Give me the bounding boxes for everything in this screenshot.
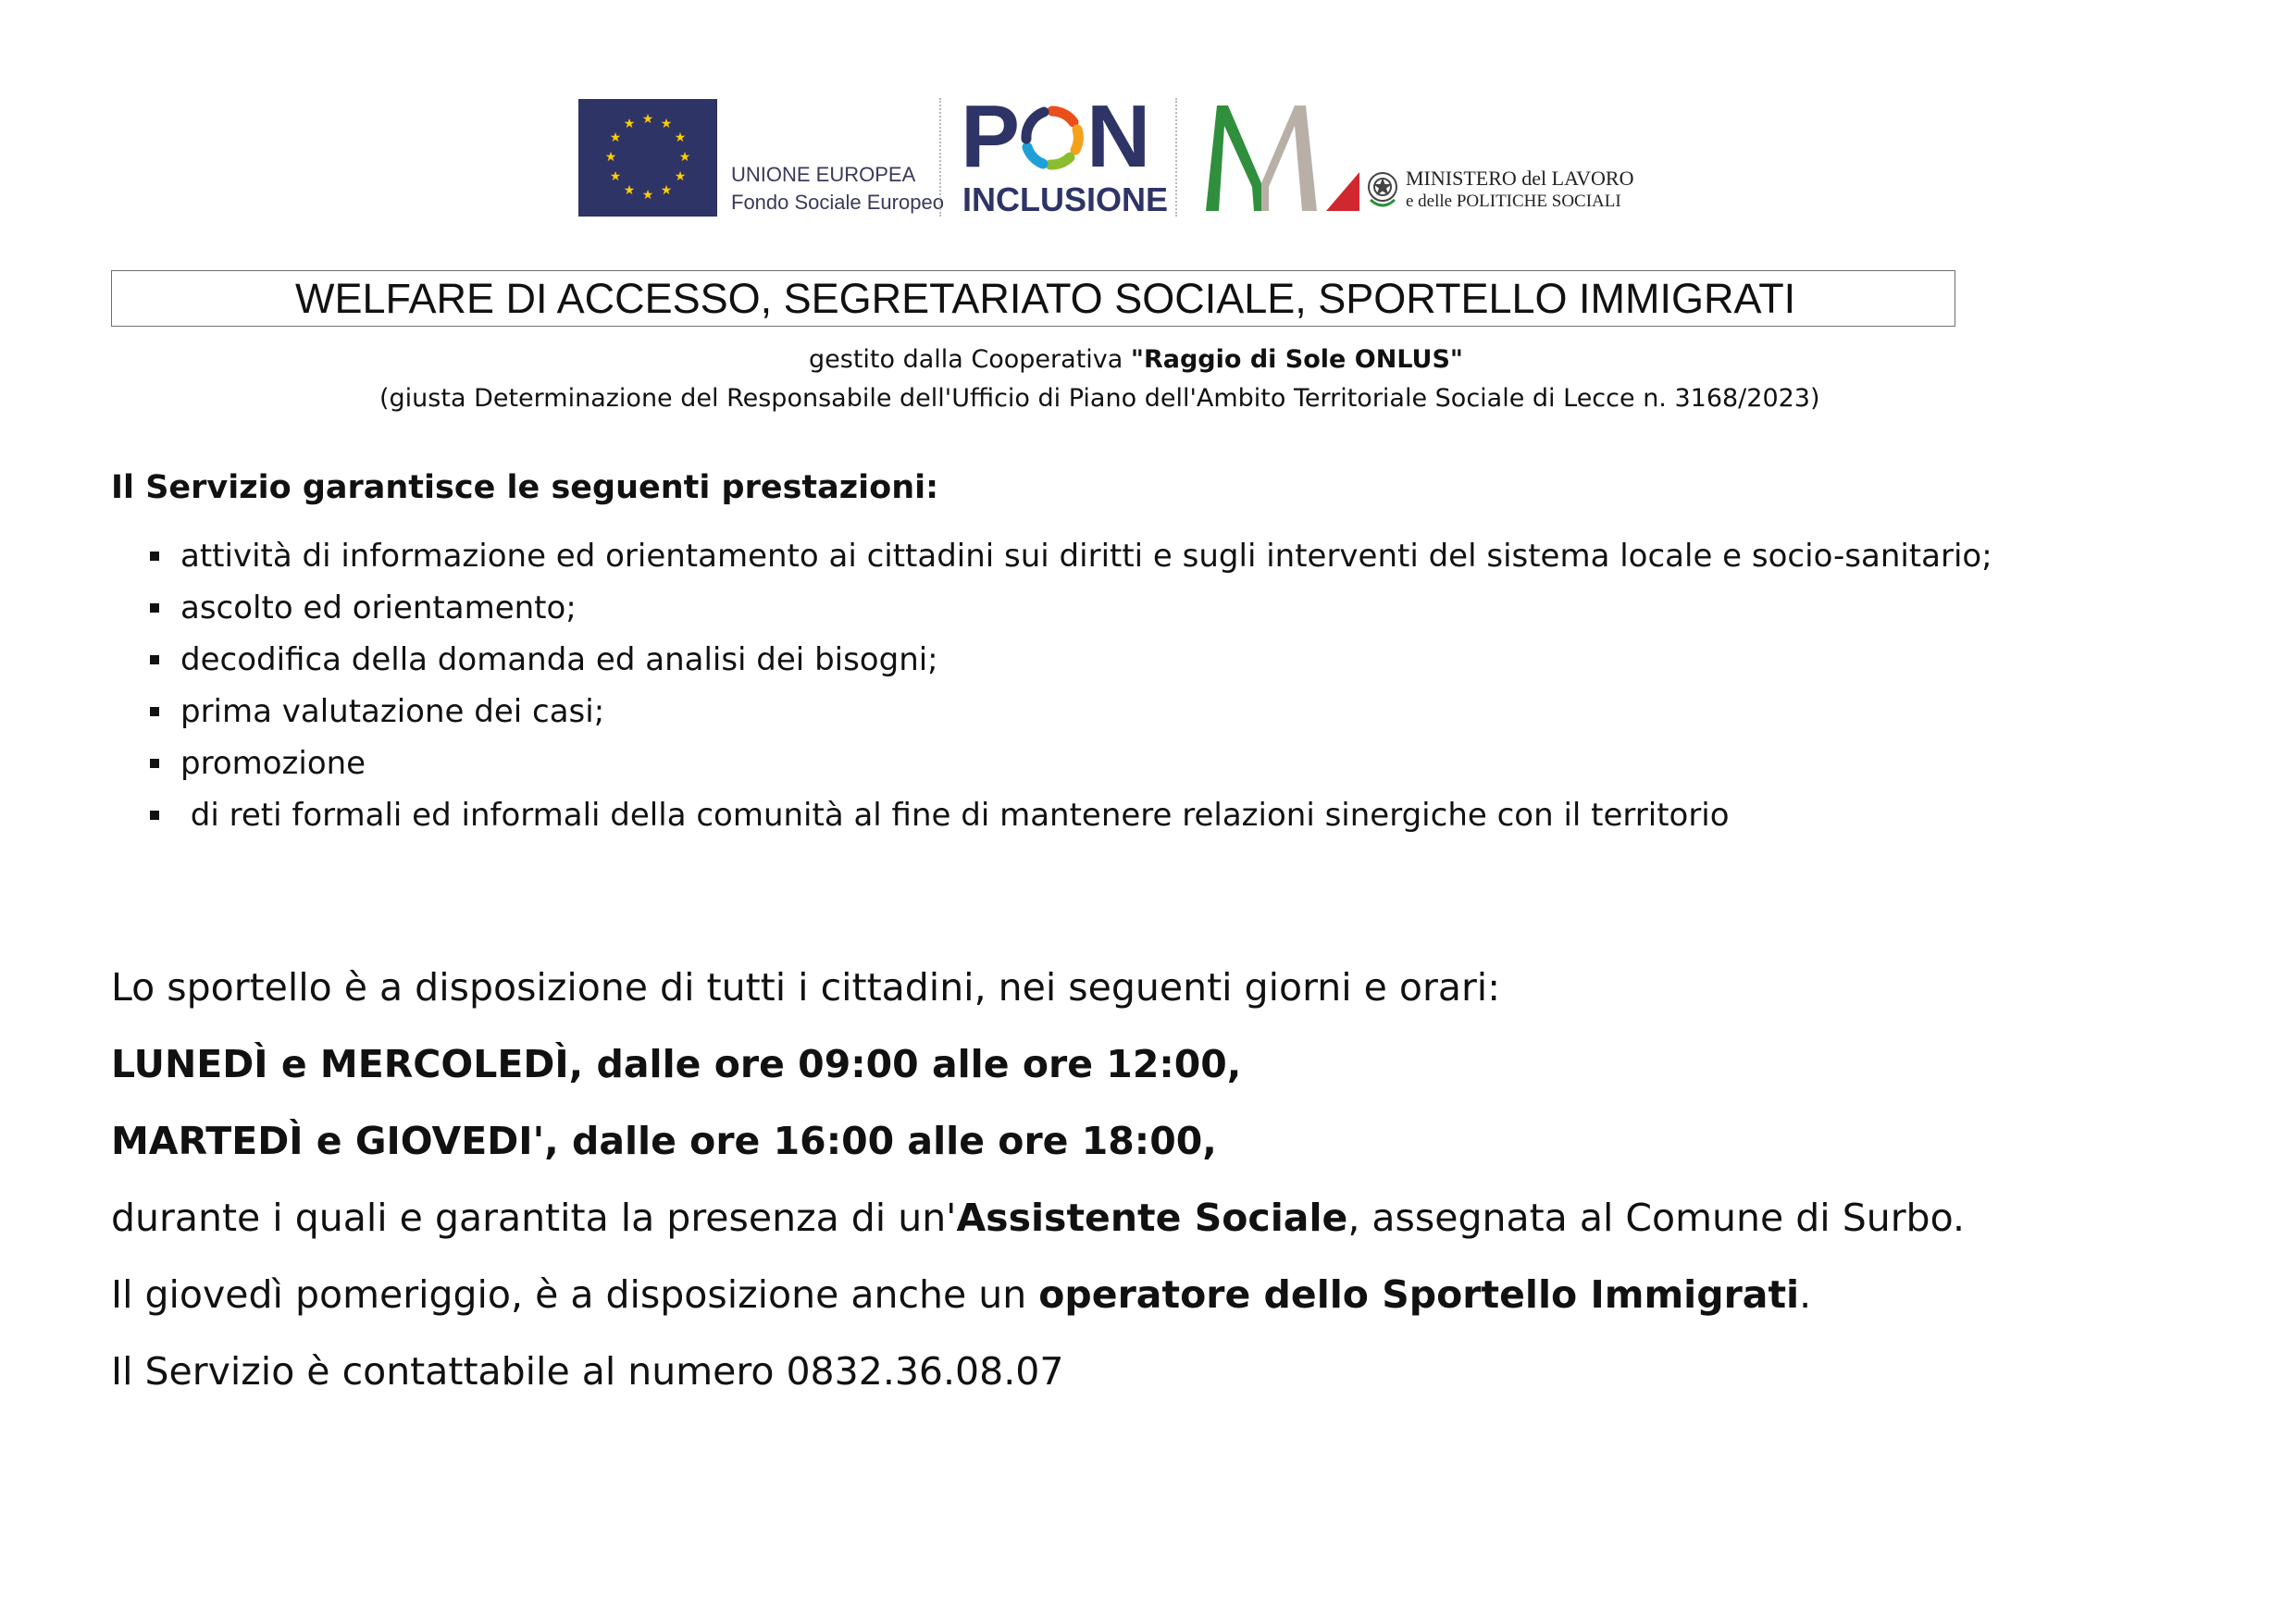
immigrants-operator: operatore dello Sportello Immigrati bbox=[1038, 1272, 1800, 1317]
logo-banner bbox=[578, 87, 1647, 222]
square-bullet-icon bbox=[150, 603, 159, 613]
square-bullet-icon bbox=[150, 759, 159, 768]
immigrants-line-before: Il giovedì pomeriggio, è a disposizione anche un bbox=[111, 1272, 1039, 1317]
immigrants-line-after: . bbox=[1799, 1272, 1812, 1317]
list-item bbox=[148, 634, 1992, 686]
immigrants-desk-line bbox=[111, 1260, 1965, 1337]
italian-emblem-icon bbox=[1365, 167, 1400, 211]
service-text: decodifica della domanda ed analisi dei bisogni; bbox=[180, 641, 938, 678]
contact-line: Il Servizio è contattabile al numero 0832.36.08.07 bbox=[111, 1349, 1064, 1394]
logo-divider bbox=[1175, 98, 1177, 217]
determination-reference: (giusta Determinazione del Responsabile dell'Ufficio di Piano dell'Ambito Territoriale Sociale di Lecce n. 3168/2023) bbox=[379, 384, 1820, 413]
service-text: attività di informazione ed orientamento ai cittadini sui diritti e sugli interventi del sistema locale e socio-sanitario; bbox=[180, 538, 1992, 575]
pon-letter-n: N bbox=[1086, 87, 1149, 186]
list-item bbox=[148, 738, 1992, 789]
logo-divider bbox=[939, 98, 941, 217]
assistant-line-after: , assegnata al Comune di Surbo. bbox=[1347, 1196, 1965, 1240]
svg-text:★: ★ bbox=[623, 117, 636, 131]
eu-caption-line2: Fondo Sociale Europeo bbox=[731, 191, 944, 214]
services-list bbox=[148, 530, 1992, 841]
assistant-line bbox=[111, 1184, 1965, 1260]
service-text: ascolto ed orientamento; bbox=[180, 589, 577, 626]
pon-inclusione-logo bbox=[961, 87, 1169, 222]
eu-caption-line1: UNIONE EUROPEA bbox=[731, 163, 916, 186]
schedule-slot-tuesday-thursday: MARTEDÌ e GIOVEDI', dalle ore 16:00 alle ore 18:00, bbox=[111, 1119, 1217, 1163]
eu-flag-icon bbox=[578, 99, 717, 217]
list-item bbox=[148, 582, 1992, 634]
square-bullet-icon bbox=[150, 707, 159, 716]
ministry-caption bbox=[1406, 167, 1633, 213]
service-text: prima valutazione dei casi; bbox=[180, 693, 605, 730]
pon-people-ring-icon bbox=[1020, 105, 1085, 170]
service-text: promozione bbox=[180, 745, 366, 782]
square-bullet-icon bbox=[150, 811, 159, 820]
services-heading: Il Servizio garantisce le seguenti prestazioni: bbox=[111, 469, 939, 506]
assistant-line-before: durante i quali e garantita la presenza di un' bbox=[111, 1196, 957, 1240]
list-item bbox=[148, 789, 1992, 841]
schedule-section bbox=[111, 953, 1965, 1414]
svg-text:★: ★ bbox=[609, 130, 622, 145]
ministry-logo bbox=[1197, 96, 1647, 222]
list-item bbox=[148, 686, 1992, 738]
svg-text:★: ★ bbox=[678, 150, 691, 165]
svg-text:★: ★ bbox=[674, 130, 687, 145]
page-title: WELFARE DI ACCESSO, SEGRETARIATO SOCIALE, SPORTELLO IMMIGRATI bbox=[295, 275, 1796, 322]
svg-text:★: ★ bbox=[660, 183, 673, 198]
square-bullet-icon bbox=[150, 655, 159, 664]
eu-caption bbox=[731, 161, 944, 217]
svg-text:★: ★ bbox=[660, 117, 673, 131]
managed-by-prefix: gestito dalla Cooperativa bbox=[809, 345, 1131, 374]
title-box bbox=[111, 270, 1955, 327]
pon-wordmark bbox=[961, 87, 1149, 186]
ministry-caption-line1: MINISTERO del LAVORO bbox=[1406, 167, 1634, 190]
svg-text:★: ★ bbox=[641, 112, 654, 127]
list-item bbox=[148, 530, 1992, 582]
svg-text:★: ★ bbox=[609, 169, 622, 184]
schedule-slot-monday-wednesday: LUNEDÌ e MERCOLEDÌ, dalle ore 09:00 alle ore 12:00, bbox=[111, 1042, 1242, 1086]
service-text: di reti formali ed informali della comunità al fine di mantenere relazioni sinergiche con il territorio bbox=[180, 797, 1730, 834]
eu-stars-icon bbox=[578, 99, 717, 217]
ministry-m-mark-icon bbox=[1197, 98, 1363, 217]
svg-text:★: ★ bbox=[674, 169, 687, 184]
pon-subtitle: INCLUSIONE bbox=[962, 180, 1169, 218]
svg-text:★: ★ bbox=[604, 150, 617, 165]
assistant-role: Assistente Sociale bbox=[956, 1196, 1348, 1240]
svg-text:★: ★ bbox=[623, 183, 636, 198]
square-bullet-icon bbox=[150, 552, 159, 561]
svg-text:★: ★ bbox=[641, 188, 654, 203]
ministry-caption-line2: e delle POLITICHE SOCIALI bbox=[1406, 192, 1621, 211]
managed-by-line bbox=[809, 344, 1463, 376]
pon-letter-p: P bbox=[961, 87, 1019, 186]
cooperative-name: "Raggio di Sole ONLUS" bbox=[1130, 345, 1463, 374]
schedule-intro: Lo sportello è a disposizione di tutti i cittadini, nei seguenti giorni e orari: bbox=[111, 965, 1501, 1010]
